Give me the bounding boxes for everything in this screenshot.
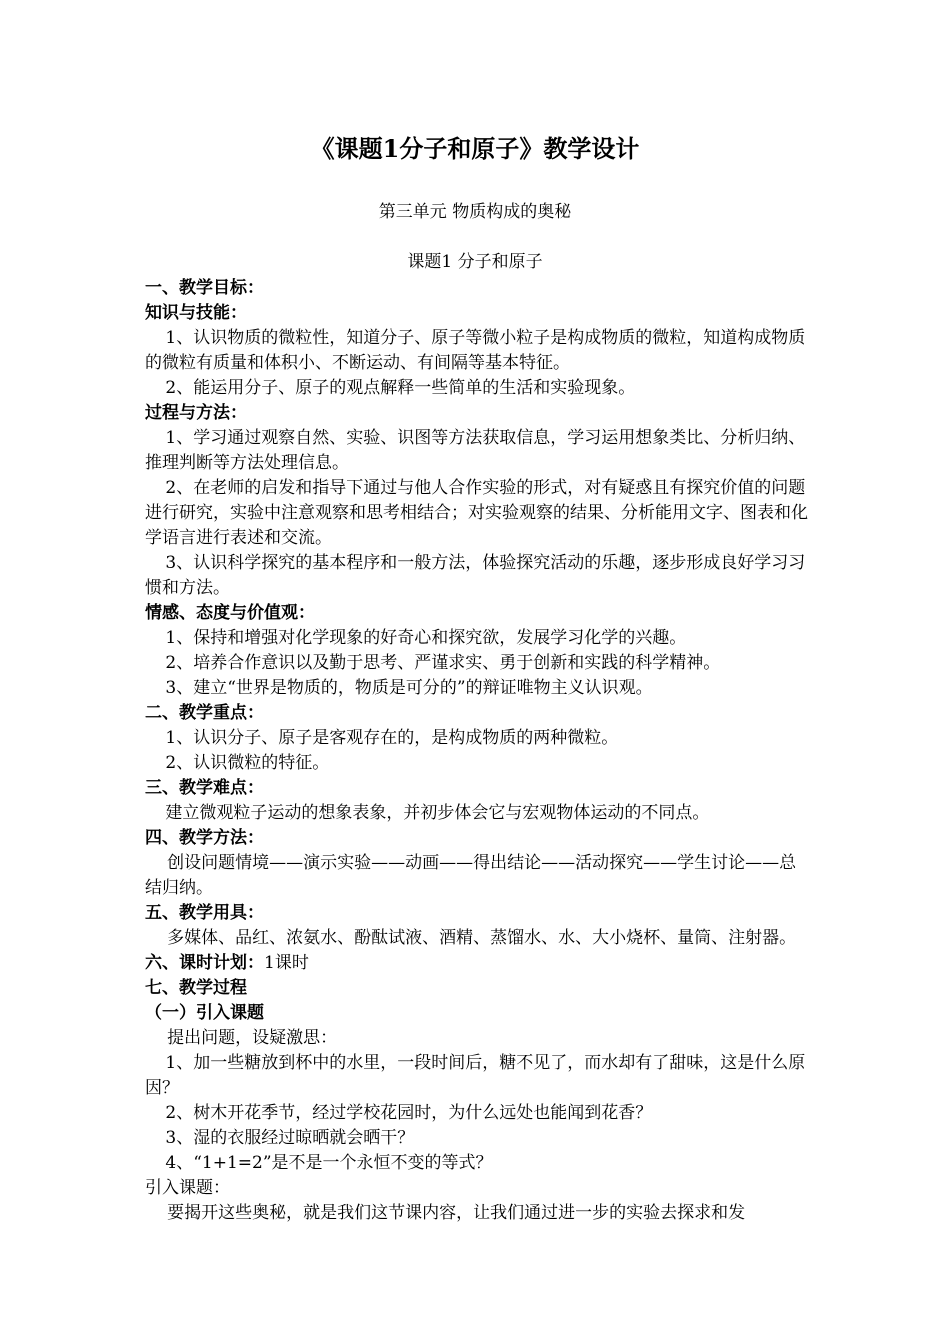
paragraph: 建立微观粒子运动的想象表象，并初步体会它与宏观物体运动的不同点。	[165, 803, 710, 823]
paragraph: 4、“1+1=2”是不是一个永恒不变的等式？	[165, 1153, 493, 1173]
paragraph: 2、认识微粒的特征。	[165, 753, 330, 773]
paragraph: 3、湿的衣服经过晾晒就会晒干？	[165, 1128, 415, 1148]
document-body	[145, 276, 810, 1226]
paragraph: 2、树木开花季节，经过学校花园时，为什么远处也能闻到花香？	[165, 1103, 653, 1123]
paragraph: 提出问题，设疑激思：	[167, 1028, 338, 1048]
section-heading: 七、教学过程	[145, 978, 247, 998]
document-title: 《课题1分子和原子》教学设计	[310, 134, 640, 163]
subsection-heading: 过程与方法：	[145, 403, 247, 423]
section-heading: 二、教学重点：	[145, 703, 264, 723]
unit-heading: 第三单元 物质构成的奥秘	[378, 202, 572, 222]
paragraph: 多媒体、品红、浓氨水、酚酞试液、酒精、蒸馏水、水、大小烧杯、量筒、注射器。	[167, 928, 797, 948]
paragraph: 1、学习通过观察自然、实验、识图等方法获取信息，学习运用想象类比、分析归纳、推理判断等方法处理信息。	[145, 428, 806, 473]
paragraph: 1、加一些糖放到杯中的水里，一段时间后，糖不见了，而水却有了甜味，这是什么原因？	[145, 1053, 806, 1098]
paragraph: 创设问题情境——演示实验——动画——得出结论——活动探究——学生讨论——总结归纳。	[145, 853, 797, 898]
subsection-heading: 情感、态度与价值观：	[145, 603, 315, 623]
lesson-heading: 课题1 分子和原子	[407, 252, 543, 272]
section-heading: 六、课时计划：	[145, 953, 264, 973]
paragraph: 1、保持和增强对化学现象的好奇心和探究欲，发展学习化学的兴趣。	[165, 628, 687, 648]
paragraph: 3、建立“世界是物质的，物质是可分的”的辩证唯物主义认识观。	[165, 678, 653, 698]
paragraph: 引入课题：	[145, 1178, 230, 1198]
paragraph: 2、在老师的启发和指导下通过与他人合作实验的形式，对有疑惑且有探究价值的问题进行研究，实验中注意观察和思考相结合；对实验观察的结果、分析能用文字、图表和化学语言进行表述和交流。	[145, 478, 808, 548]
paragraph: 2、能运用分子、原子的观点解释一些简单的生活和实验现象。	[165, 378, 636, 398]
section-heading: 四、教学方法：	[145, 828, 264, 848]
class-hours-value: 1课时	[264, 953, 309, 973]
paragraph: 2、培养合作意识以及勤于思考、严谨求实、勇于创新和实践的科学精神。	[165, 653, 721, 673]
paragraph: 1、认识分子、原子是客观存在的，是构成物质的两种微粒。	[165, 728, 619, 748]
paragraph: 3、认识科学探究的基本程序和一般方法，体验探究活动的乐趣，逐步形成良好学习习惯和方法。	[145, 553, 806, 598]
section-line	[145, 951, 810, 976]
subsection-heading: （一）引入课题	[145, 1003, 264, 1023]
section-heading: 五、教学用具：	[145, 903, 264, 923]
section-heading: 一、教学目标：	[145, 278, 264, 298]
paragraph: 1、认识物质的微粒性，知道分子、原子等微小粒子是构成物质的微粒，知道构成物质的微粒有质量和体积小、不断运动、有间隔等基本特征。	[145, 328, 806, 373]
paragraph: 要揭开这些奥秘，就是我们这节课内容，让我们通过进一步的实验去探求和发	[167, 1203, 746, 1223]
subsection-heading: 知识与技能：	[145, 303, 247, 323]
section-heading: 三、教学难点：	[145, 778, 264, 798]
